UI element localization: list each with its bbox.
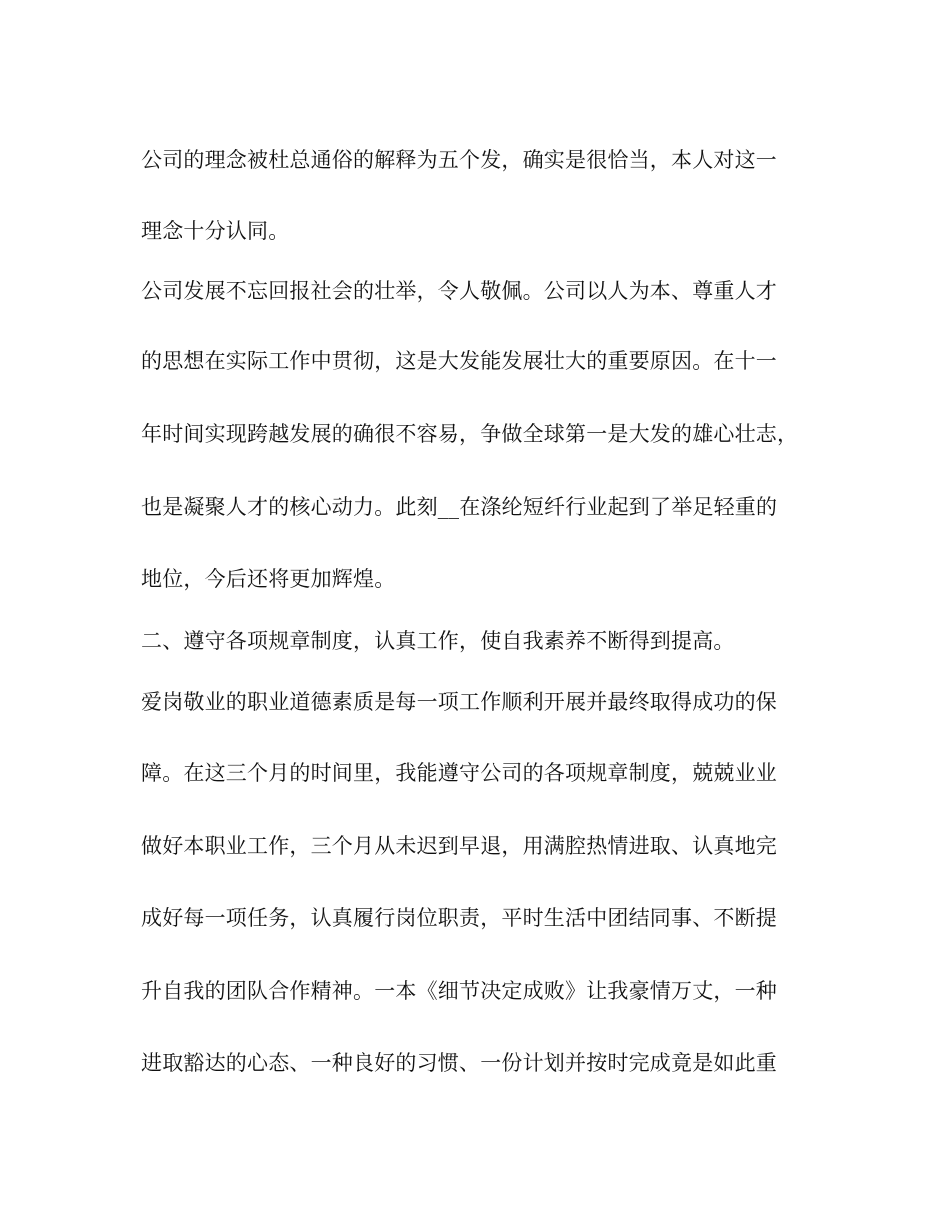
text-line: 成好每一项任务，认真履行岗位职责，平时生活中团结同事、不断提 <box>141 906 777 930</box>
text-line: 年时间实现跨越发展的确很不容易，争做全球第一是大发的雄心壮志， <box>141 422 799 446</box>
text-line: 理念十分认同。 <box>141 219 290 243</box>
text-line: 进取豁达的心态、一种良好的习惯、一份计划并按时完成竟是如此重 <box>141 1051 777 1075</box>
section-heading: 二、遵守各项规章制度，认真工作，使自我素养不断得到提高。 <box>141 629 735 653</box>
text-line: 爱岗敬业的职业道德素质是每一项工作顺利开展并最终取得成功的保 <box>141 690 777 714</box>
text-line: 也是凝聚人才的核心动力。此刻__在涤纶短纤行业起到了举足轻重的 <box>141 495 778 519</box>
text-line: 升自我的团队合作精神。一本《细节决定成败》让我豪情万丈，一种 <box>141 979 777 1003</box>
text-line: 公司发展不忘回报社会的壮举，令人敬佩。公司以人为本、尊重人才 <box>141 279 777 303</box>
text-line: 做好本职业工作，三个月从未迟到早退，用满腔热情进取、认真地完 <box>141 834 777 858</box>
text-line: 障。在这三个月的时间里，我能遵守公司的各项规章制度，兢兢业业 <box>141 761 777 785</box>
text-line: 的思想在实际工作中贯彻，这是大发能发展壮大的重要原因。在十一 <box>141 349 777 373</box>
text-line: 公司的理念被杜总通俗的解释为五个发，确实是很恰当，本人对这一 <box>141 148 777 172</box>
text-line: 地位，今后还将更加辉煌。 <box>141 567 396 591</box>
